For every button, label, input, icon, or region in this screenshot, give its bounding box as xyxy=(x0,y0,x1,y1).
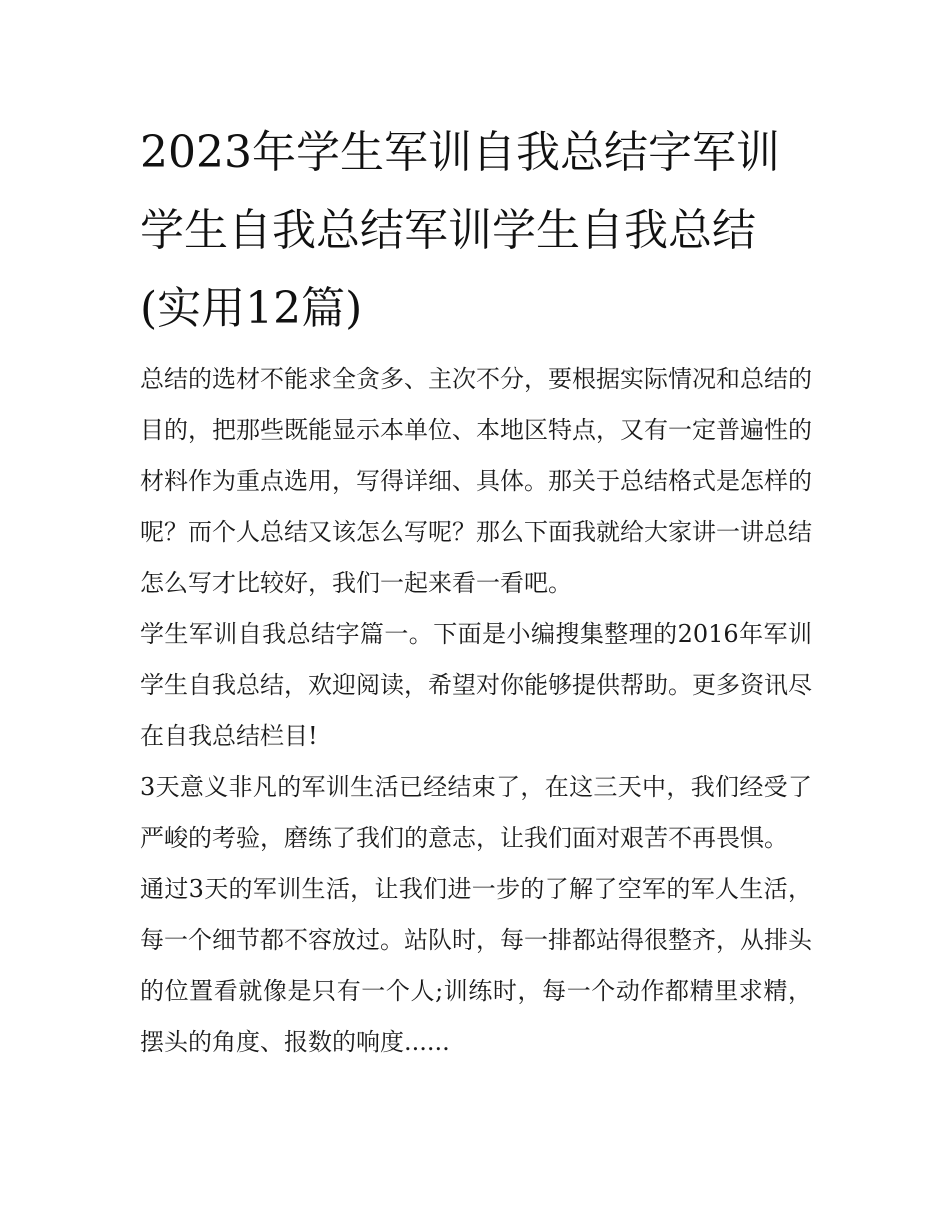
paragraph-section-one: 学生军训自我总结字篇一。下面是小编搜集整理的2016年军训学生自我总结，欢迎阅读，希望对你能够提供帮助。更多资讯尽在自我总结栏目! xyxy=(140,620,812,750)
paragraph-training-life: 通过3天的军训生活，让我们进一步的了解了空军的军人生活，每一个细节都不容放过。站队时，每一排都站得很整齐，从排头的位置看就像是只有一个人;训练时，每一个动作都精里求精，摆头的角度、报数的响度...... xyxy=(140,875,812,1056)
document-title: 2023年学生军训自我总结字军训学生自我总结军训学生自我总结(实用12篇) xyxy=(140,127,780,334)
paragraph-three-days: 3天意义非凡的军训生活已经结束了，在这三天中，我们经受了严峻的考验，磨练了我们的意志，让我们面对艰苦不再畏惧。 xyxy=(140,773,812,852)
document-content xyxy=(140,114,812,1068)
paragraph-intro: 总结的选材不能求全贪多、主次不分，要根据实际情况和总结的目的，把那些既能显示本单位、本地区特点，又有一定普遍性的材料作为重点选用，写得详细、具体。那关于总结格式是怎样的呢？而个人总结又该怎么写呢？那么下面我就给大家讲一讲总结怎么写才比较好，我们一起来看一看吧。 xyxy=(140,365,812,597)
